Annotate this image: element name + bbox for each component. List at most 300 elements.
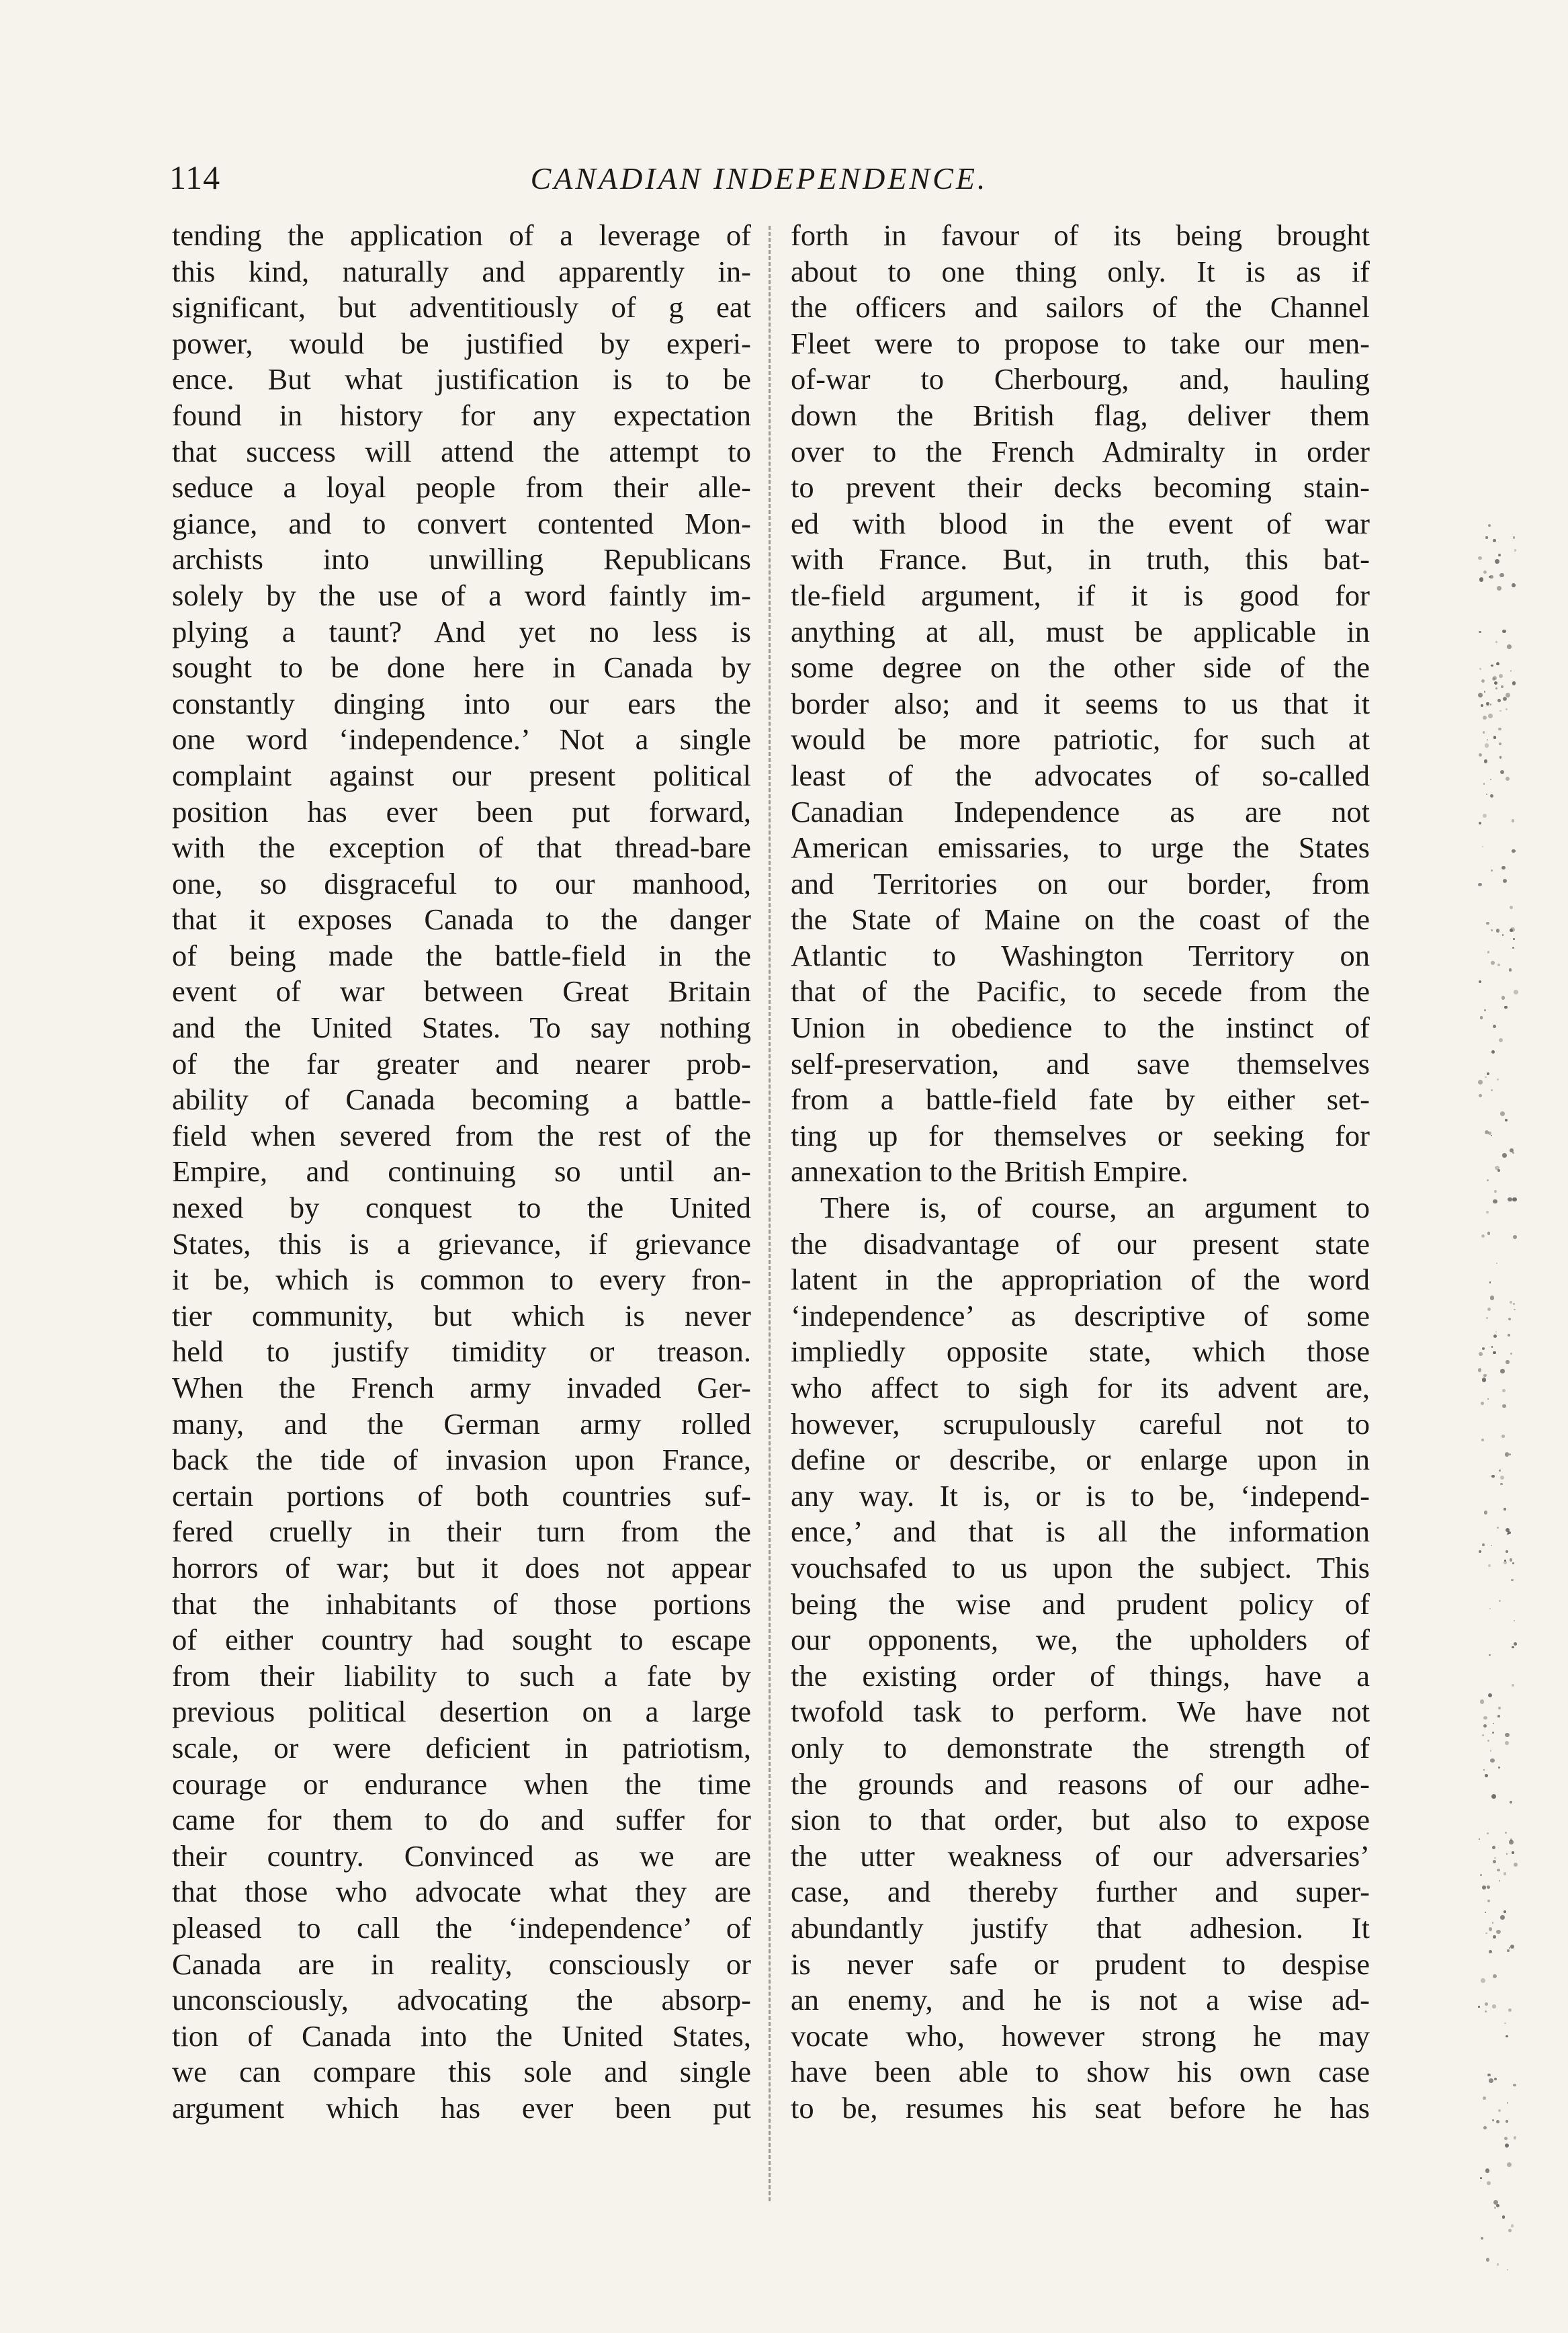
speckle-dot	[1493, 1334, 1497, 1338]
speckle-dot	[1498, 1767, 1499, 1768]
speckle-dot	[1494, 1190, 1497, 1193]
speckle-dot	[1499, 674, 1503, 678]
text-line: the officers and sailors of the Channel	[791, 290, 1370, 325]
speckle-dot	[1506, 2035, 1508, 2037]
text-line: we can compare this sole and single	[172, 2055, 751, 2089]
speckle-dot	[1479, 668, 1481, 670]
speckle-dot	[1512, 819, 1514, 822]
left-text-column	[172, 218, 751, 2126]
column-divider	[769, 226, 771, 2201]
speckle-dot	[1487, 1832, 1489, 1834]
speckle-dot	[1510, 1301, 1512, 1304]
speckle-dot	[1492, 1732, 1494, 1734]
speckle-dot	[1491, 1545, 1492, 1546]
speckle-dot	[1512, 1152, 1514, 1154]
speckle-dot	[1496, 929, 1500, 933]
text-line: vocate who, however strong he may	[791, 2019, 1370, 2053]
text-line: case, and thereby further and super-	[791, 1875, 1370, 1909]
speckle-dot	[1485, 1933, 1487, 1934]
text-line: over to the French Admiralty in order	[791, 434, 1370, 468]
text-line: the disadvantage of our present state	[791, 1226, 1370, 1261]
speckle-dot	[1479, 753, 1483, 757]
speckle-dot	[1512, 1851, 1514, 1854]
speckle-dot	[1492, 2004, 1495, 2008]
text-line: that it exposes Canada to the danger	[172, 902, 751, 937]
text-line: only to demonstrate the strength of	[791, 1730, 1370, 1765]
speckle-dot	[1483, 814, 1487, 818]
speckle-dot	[1514, 990, 1518, 994]
speckle-dot	[1485, 2010, 1487, 2012]
speckle-dot	[1505, 1733, 1509, 1737]
speckle-dot	[1485, 536, 1487, 538]
speckle-dot	[1493, 736, 1497, 739]
speckle-dot	[1481, 2237, 1483, 2240]
speckle-dot	[1508, 1334, 1510, 1337]
speckle-dot	[1503, 879, 1507, 883]
speckle-dot	[1492, 677, 1495, 681]
speckle-dot	[1478, 883, 1481, 886]
speckle-dot	[1491, 1135, 1492, 1136]
speckle-dot	[1481, 1402, 1484, 1405]
text-line: twofold task to perform. We have not	[791, 1695, 1370, 1729]
speckle-dot	[1491, 869, 1493, 872]
speckle-dot	[1512, 849, 1515, 853]
speckle-dot	[1495, 641, 1497, 643]
text-line: complaint against our present political	[172, 758, 751, 792]
speckle-dot	[1483, 1724, 1487, 1728]
speckle-dot	[1505, 1741, 1509, 1745]
speckle-dot	[1487, 739, 1488, 740]
speckle-dot	[1492, 1922, 1494, 1924]
text-line: giance, and to convert contented Mon-	[172, 506, 751, 540]
speckle-dot	[1487, 1398, 1489, 1400]
speckle-dot	[1501, 866, 1505, 869]
speckle-dot	[1508, 2229, 1512, 2233]
text-line: it be, which is common to every fron-	[172, 1263, 751, 1297]
speckle-dot	[1490, 704, 1492, 706]
speckle-dot	[1490, 1750, 1491, 1751]
speckle-dot	[1487, 1885, 1490, 1889]
text-line: to be, resumes his seat before he has	[791, 2090, 1370, 2125]
speckle-dot	[1482, 1885, 1486, 1890]
speckle-dot	[1481, 1978, 1485, 1983]
speckle-dot	[1499, 1470, 1501, 1472]
speckle-dot	[1497, 1527, 1499, 1529]
speckle-dot	[1502, 1153, 1506, 1157]
speckle-dot	[1489, 1608, 1491, 1609]
speckle-dot	[1484, 1511, 1487, 1514]
text-line: is never safe or prudent to despise	[791, 1947, 1370, 1981]
text-line: this kind, naturally and apparently in-	[172, 254, 751, 288]
speckle-dot	[1479, 1352, 1483, 1356]
speckle-dot	[1497, 586, 1501, 591]
text-line: abundantly justify that adhesion. It	[791, 1910, 1370, 1945]
speckle-dot	[1483, 2126, 1487, 2129]
speckle-dot	[1491, 1794, 1496, 1799]
speckle-dot	[1493, 1351, 1495, 1354]
text-line: forth in favour of its being brought	[791, 218, 1370, 252]
speckle-dot	[1492, 1846, 1495, 1849]
speckle-dot	[1502, 934, 1504, 936]
text-line: States, this is a grievance, if grievance	[172, 1226, 751, 1261]
speckle-dot	[1504, 1910, 1506, 1913]
speckle-dot	[1480, 1016, 1483, 1019]
speckle-dot	[1499, 756, 1501, 758]
text-line: back the tide of invasion upon France,	[172, 1443, 751, 1477]
text-line: pleased to call the ‘independence’ of	[172, 1910, 751, 1945]
speckle-dot	[1478, 693, 1483, 697]
speckle-dot	[1484, 759, 1488, 763]
speckle-dot	[1514, 1863, 1518, 1867]
text-line: some degree on the other side of the	[791, 650, 1370, 685]
speckle-dot	[1512, 1684, 1514, 1687]
speckle-dot	[1486, 1211, 1489, 1214]
speckle-dot	[1483, 783, 1485, 784]
text-line: our opponents, we, the upholders of	[791, 1623, 1370, 1657]
text-line: anything at all, must be applicable in	[791, 614, 1370, 648]
speckle-dot	[1482, 1543, 1485, 1546]
right-text-column	[791, 218, 1370, 2126]
speckle-dot	[1504, 2137, 1508, 2140]
speckle-dot	[1506, 1550, 1509, 1554]
speckle-dot	[1514, 1309, 1516, 1311]
speckle-dot	[1489, 1950, 1492, 1953]
speckle-dot	[1483, 1716, 1487, 1720]
speckle-dot	[1494, 2207, 1496, 2209]
text-line: held to justify timidity or treason.	[172, 1334, 751, 1369]
text-line: archists into unwilling Republicans	[172, 542, 751, 577]
speckle-dot	[1490, 1758, 1495, 1763]
speckle-dot	[1506, 1853, 1508, 1855]
text-line: ence. But what justification is to be	[172, 362, 751, 396]
speckle-dot	[1479, 980, 1481, 983]
speckle-dot	[1507, 644, 1512, 649]
speckle-dot	[1512, 1646, 1514, 1648]
speckle-dot	[1513, 938, 1515, 940]
text-line: scale, or were deficient in patriotism,	[172, 1730, 751, 1765]
speckle-dot	[1502, 1389, 1506, 1392]
speckle-dot	[1507, 2102, 1509, 2104]
speckle-dot	[1505, 2144, 1509, 2148]
speckle-dot	[1492, 2119, 1495, 2122]
speckle-dot	[1485, 1912, 1487, 1914]
speckle-dot	[1510, 1558, 1512, 1561]
speckle-dot	[1482, 1734, 1485, 1737]
text-line: an enemy, and he is not a wise ad-	[791, 1983, 1370, 2017]
speckle-dot	[1508, 1531, 1510, 1534]
speckle-dot	[1483, 1769, 1485, 1771]
speckle-dot	[1510, 906, 1513, 909]
speckle-dot	[1504, 1561, 1507, 1564]
text-line: Fleet were to propose to take our men-	[791, 326, 1370, 360]
speckle-dot	[1478, 1368, 1481, 1371]
text-line: ence,’ and that is all the information	[791, 1515, 1370, 1549]
text-line: with the exception of that thread-bare	[172, 831, 751, 865]
text-line: the State of Maine on the coast of the	[791, 902, 1370, 937]
text-line: power, would be justified by experi-	[172, 326, 751, 360]
speckle-dot	[1500, 1111, 1505, 1116]
speckle-dot	[1505, 1119, 1508, 1121]
speckle-dot	[1479, 631, 1481, 634]
text-line: that those who advocate what they are	[172, 1875, 751, 1909]
speckle-dot	[1493, 1199, 1497, 1203]
running-head: CANADIAN INDEPENDENCE.	[530, 161, 988, 196]
speckle-dot	[1514, 1620, 1515, 1621]
speckle-dot	[1483, 570, 1487, 574]
speckle-dot	[1504, 1872, 1506, 1875]
speckle-dot	[1499, 710, 1501, 712]
speckle-dot	[1487, 1740, 1489, 1742]
speckle-dot	[1499, 1038, 1503, 1042]
speckle-dot	[1488, 524, 1491, 527]
text-line: their country. Convinced as we are	[172, 1838, 751, 1873]
text-line: and the United States. To say nothing	[172, 1011, 751, 1045]
text-line: however, scrupulously careful not to	[791, 1406, 1370, 1441]
speckle-dot	[1487, 1308, 1491, 1311]
speckle-dot	[1485, 743, 1489, 748]
speckle-dot	[1497, 964, 1500, 966]
text-line: self-preservation, and save themselves	[791, 1046, 1370, 1080]
text-line: the utter weakness of our adversaries’	[791, 1838, 1370, 1873]
speckle-dot	[1501, 996, 1506, 1000]
text-line: argument which has ever been put	[172, 2090, 751, 2125]
speckle-dot	[1504, 2023, 1506, 2025]
speckle-dot	[1499, 1880, 1500, 1881]
text-line: nexed by conquest to the United	[172, 1191, 751, 1225]
speckle-dot	[1491, 961, 1495, 965]
speckle-dot	[1512, 583, 1516, 587]
text-line: found in history for any expectation	[172, 398, 751, 432]
speckle-dot	[1483, 731, 1485, 733]
speckle-dot	[1496, 2120, 1499, 2123]
text-line: ed with blood in the event of war	[791, 506, 1370, 540]
text-line: constantly dinging into our ears the	[172, 686, 751, 720]
speckle-dot	[1510, 1801, 1512, 1804]
speckle-dot	[1487, 1179, 1489, 1181]
speckle-dot	[1483, 1374, 1486, 1377]
speckle-dot	[1493, 1860, 1496, 1863]
speckle-dot	[1514, 2136, 1516, 2139]
speckle-dot	[1494, 681, 1497, 685]
speckle-dot	[1511, 2224, 1514, 2228]
speckle-dot	[1488, 1693, 1492, 1697]
text-line: event of war between Great Britain	[172, 974, 751, 1009]
text-line: position has ever been put forward,	[172, 794, 751, 829]
text-line: down the British flag, deliver them	[791, 398, 1370, 432]
speckle-dot	[1482, 846, 1483, 847]
text-line: annexation to the British Empire.	[791, 1154, 1188, 1189]
text-line: American emissaries, to urge the States	[791, 831, 1370, 865]
speckle-dot	[1478, 2006, 1480, 2008]
speckle-dot	[1513, 2084, 1516, 2086]
speckle-dot	[1496, 1263, 1498, 1265]
speckle-dot	[1487, 1072, 1489, 1075]
text-line: of either country had sought to escape	[172, 1623, 751, 1657]
text-line: define or describe, or enlarge upon in	[791, 1443, 1370, 1477]
speckle-dot	[1493, 1935, 1496, 1939]
speckle-dot	[1490, 1296, 1495, 1300]
speckle-dot	[1502, 1404, 1506, 1408]
text-line: would be more patriotic, for such at	[791, 722, 1370, 757]
speckle-dot	[1490, 779, 1491, 780]
speckle-dot	[1479, 1838, 1481, 1840]
speckle-dot	[1498, 1707, 1501, 1709]
speckle-dot	[1508, 2008, 1512, 2012]
speckle-dot	[1502, 2215, 1505, 2218]
speckle-dot	[1478, 556, 1481, 560]
text-line: the grounds and reasons of our adhe-	[791, 1767, 1370, 1801]
speckle-dot	[1513, 1303, 1515, 1305]
speckle-dot	[1493, 1723, 1494, 1724]
speckle-dot	[1491, 1050, 1495, 1054]
speckle-dot	[1487, 2181, 1491, 2185]
speckle-dot	[1499, 1600, 1501, 1602]
speckle-dot	[1493, 539, 1495, 542]
text-line: sion to that order, but also to expose	[791, 1803, 1370, 1837]
speckle-dot	[1487, 2074, 1491, 2077]
speckle-dot	[1494, 2078, 1497, 2081]
text-line: Union in obedience to the instinct of	[791, 1011, 1370, 1045]
speckle-dot	[1488, 714, 1493, 718]
text-line: of the far greater and nearer prob-	[172, 1046, 751, 1080]
speckle-dot	[1508, 1318, 1511, 1320]
speckle-dot	[1513, 1235, 1517, 1239]
speckle-dot	[1481, 679, 1485, 683]
speckle-dot	[1487, 951, 1490, 953]
text-line: certain portions of both countries suf-	[172, 1478, 751, 1513]
text-line: significant, but adventitiously of g eat	[172, 290, 751, 325]
speckle-dot	[1481, 1439, 1484, 1441]
speckle-dot	[1514, 1642, 1517, 1646]
speckle-dot	[1500, 1483, 1502, 1485]
speckle-dot	[1506, 708, 1508, 710]
speckle-dot	[1500, 1915, 1505, 1920]
speckle-dot	[1487, 1232, 1490, 1234]
text-line: least of the advocates of so-called	[791, 758, 1370, 792]
text-line: Empire, and continuing so until an-	[172, 1154, 751, 1189]
speckle-dot	[1508, 1197, 1512, 1201]
speckle-dot	[1485, 1076, 1487, 1078]
speckle-dot	[1497, 699, 1501, 703]
text-line: previous political desertion on a large	[172, 1695, 751, 1729]
speckle-dot	[1481, 704, 1483, 707]
speckle-dot	[1502, 630, 1506, 634]
speckle-dot	[1485, 2168, 1490, 2173]
speckle-dot	[1498, 728, 1501, 730]
speckle-dot	[1512, 681, 1516, 685]
speckle-dot	[1483, 716, 1487, 720]
speckle-dot	[1479, 577, 1483, 581]
text-line: unconsciously, advocating the absorp-	[172, 1983, 751, 2017]
text-line: about to one thing only. It is as if	[791, 254, 1370, 288]
speckle-dot	[1507, 2269, 1508, 2271]
speckle-dot	[1482, 1377, 1487, 1382]
text-line: border also; and it seems to us that it	[791, 686, 1370, 720]
text-line: of-war to Cherbourg, and, hauling	[791, 362, 1370, 396]
text-line: many, and the German army rolled	[172, 1406, 751, 1441]
speckle-dot	[1479, 1094, 1482, 1097]
text-line: ability of Canada becoming a battle-	[172, 1083, 751, 1117]
speckle-dot	[1498, 2109, 1501, 2112]
text-line: tion of Canada into the United States,	[172, 2019, 751, 2053]
speckle-dot	[1485, 2002, 1488, 2006]
text-line: impliedly opposite state, which those	[791, 1334, 1370, 1369]
speckle-dot	[1483, 2096, 1486, 2100]
speckle-dot	[1486, 702, 1489, 706]
speckle-dot	[1504, 1006, 1507, 1009]
speckle-dot	[1495, 1331, 1497, 1332]
speckle-dot	[1486, 922, 1489, 925]
speckle-dot	[1507, 1949, 1509, 1951]
speckle-dot	[1512, 1562, 1514, 1564]
speckle-dot	[1490, 794, 1493, 798]
speckle-dot	[1506, 777, 1510, 781]
text-line: There is, of course, an argument to	[820, 1191, 1370, 1225]
speckle-dot	[1480, 1874, 1482, 1876]
speckle-dot	[1495, 559, 1499, 564]
speckle-dot	[1496, 1930, 1500, 1934]
speckle-dot	[1504, 1508, 1506, 1511]
speckle-dot	[1497, 1869, 1500, 1872]
speckle-dot	[1485, 1774, 1488, 1777]
text-line: the existing order of things, have a	[791, 1658, 1370, 1693]
speckle-dot	[1501, 1435, 1504, 1437]
text-line: When the French army invaded Ger-	[172, 1371, 751, 1404]
speckle-dot	[1479, 1550, 1481, 1553]
speckle-dot	[1500, 1476, 1504, 1480]
speckle-dot	[1506, 1360, 1509, 1363]
speckle-dot	[1510, 927, 1515, 932]
speckle-dot	[1497, 1078, 1499, 1080]
speckle-dot	[1509, 1453, 1511, 1455]
text-line: with France. But, in truth, this bat-	[791, 542, 1370, 577]
text-line: ‘independence’ as descriptive of some	[791, 1298, 1370, 1332]
text-line: Canadian Independence as are not	[791, 794, 1370, 829]
text-line: that of the Pacific, to secede from the	[791, 974, 1370, 1009]
text-line: courage or endurance when the time	[172, 1767, 751, 1801]
speckle-dot	[1493, 1025, 1496, 1028]
speckle-dot	[1480, 1699, 1484, 1703]
text-line: being the wise and prudent policy of	[791, 1586, 1370, 1621]
speckle-dot	[1513, 536, 1515, 538]
text-line: horrors of war; but it does not appear	[172, 1550, 751, 1584]
speckle-dot	[1484, 691, 1485, 692]
speckle-dot	[1494, 1857, 1496, 1859]
text-line: any way. It is, or is to be, ‘independ-	[791, 1478, 1370, 1513]
speckle-dot	[1489, 575, 1493, 579]
speckle-dot	[1491, 1346, 1493, 1347]
text-line: have been able to show his own case	[791, 2055, 1370, 2089]
text-line: fered cruelly in their turn from the	[172, 1515, 751, 1549]
text-line: one word ‘independence.’ Not a single	[172, 722, 751, 757]
text-line: seduce a loyal people from their alle-	[172, 470, 751, 505]
speckle-dot	[1512, 947, 1514, 949]
speckle-dot	[1501, 685, 1504, 688]
speckle-dot	[1512, 1197, 1516, 1201]
speckle-dot	[1510, 1945, 1514, 1949]
speckle-dot	[1489, 1654, 1491, 1656]
speckle-dot	[1491, 665, 1493, 667]
speckle-dot	[1500, 1369, 1505, 1373]
speckle-dot	[1505, 1832, 1506, 1833]
text-line: solely by the use of a word faintly im-	[172, 578, 751, 612]
speckle-dot	[1507, 2162, 1512, 2167]
page-number: 114	[169, 159, 221, 196]
speckle-dot	[1491, 1475, 1494, 1478]
text-line: one, so disgraceful to our manhood,	[172, 866, 751, 900]
speckle-dot	[1478, 1080, 1483, 1085]
speckle-dot	[1495, 687, 1497, 689]
